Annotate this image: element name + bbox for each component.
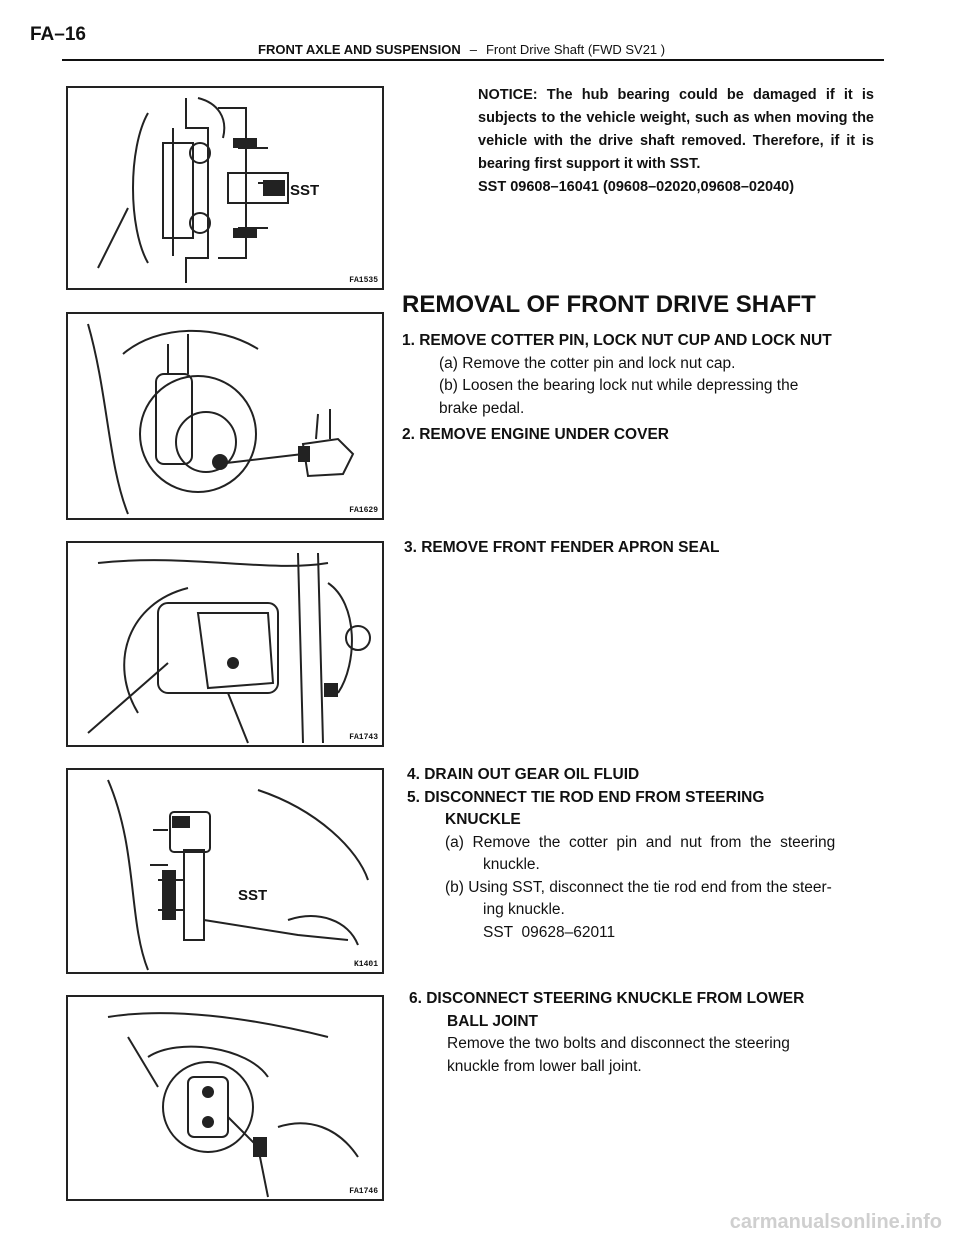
- notice-block: [478, 84, 874, 199]
- header-subsection: Front Drive Shaft (FWD SV21 ): [485, 42, 666, 57]
- tie-rod-illustration: [68, 770, 382, 972]
- step-6-title-cont: BALL JOINT: [447, 1012, 538, 1030]
- ball-joint-illustration: [68, 997, 382, 1199]
- figure-lock-nut: [66, 312, 384, 520]
- step-5-title: 5. DISCONNECT TIE ROD END FROM STEERING: [407, 788, 765, 806]
- figure-sst-label: SST: [290, 182, 320, 199]
- figure-hub-bearing-sst: [66, 86, 384, 290]
- header-section: FRONT AXLE AND SUSPENSION: [258, 42, 461, 57]
- watermark: carmanualsonline.info: [729, 1211, 942, 1233]
- step-4-title: 4. DRAIN OUT GEAR OIL FLUID: [407, 766, 640, 783]
- figure-code: FA1746: [349, 1187, 378, 1196]
- step-1-block: [402, 330, 892, 447]
- step-1-b: (b) Loosen the bearing lock nut while depressing the: [439, 377, 799, 394]
- figure-code: K1401: [353, 960, 378, 969]
- header-rule: [62, 59, 884, 61]
- step-1-a: (a) Remove the cotter pin and lock nut cap.: [439, 354, 736, 372]
- fender-apron-illustration: [68, 543, 382, 745]
- step-5-a: (a) Remove the cotter pin and nut from the steering: [445, 833, 836, 851]
- step-5-b-cont: ing knuckle.: [483, 901, 565, 918]
- notice-text: NOTICE: The hub bearing could be damaged if it is subjects to the vehicle weight, such as when moving the vehicle with the drive shaft removed. Therefore, if it is bearing first support it with SST.: [478, 87, 874, 172]
- figure-tie-rod-sst: [66, 768, 384, 974]
- figure-code: FA1535: [349, 276, 378, 285]
- figure-sst-label: SST: [238, 887, 268, 904]
- step-6-title: 6. DISCONNECT STEERING KNUCKLE FROM LOWER: [409, 990, 805, 1007]
- lock-nut-illustration: [68, 314, 382, 518]
- step-5-a-cont: knuckle.: [483, 856, 540, 873]
- step-5-b: (b) Using SST, disconnect the tie rod end from the steer-: [445, 878, 832, 896]
- step-5-sst: SST 09628–62011: [483, 923, 616, 941]
- figure-fender-apron: [66, 541, 384, 747]
- step-6-block: [409, 988, 879, 1078]
- header-separator: –: [469, 42, 477, 57]
- notice-sst: SST 09608–16041 (09608–02020,09608–02040): [478, 179, 795, 195]
- running-header: [258, 42, 665, 57]
- page-number: FA–16: [30, 24, 86, 45]
- figure-code: FA1629: [349, 506, 378, 515]
- step-1-b-cont: brake pedal.: [439, 399, 525, 417]
- figure-code: FA1743: [349, 733, 378, 742]
- hub-bearing-illustration: [68, 88, 382, 288]
- step-5-title-cont: KNUCKLE: [445, 811, 521, 828]
- step-3-title: 3. REMOVE FRONT FENDER APRON SEAL: [404, 539, 720, 556]
- step-4-5-block: [407, 764, 877, 944]
- figure-lower-ball-joint: [66, 995, 384, 1201]
- step-1-title: 1. REMOVE COTTER PIN, LOCK NUT CUP AND LOCK NUT: [402, 332, 832, 349]
- step-2-title: 2. REMOVE ENGINE UNDER COVER: [402, 426, 669, 443]
- section-title: REMOVAL OF FRONT DRIVE SHAFT: [402, 291, 816, 318]
- step-6-body-cont: knuckle from lower ball joint.: [447, 1057, 642, 1075]
- step-6-body: Remove the two bolts and disconnect the steering: [447, 1035, 790, 1052]
